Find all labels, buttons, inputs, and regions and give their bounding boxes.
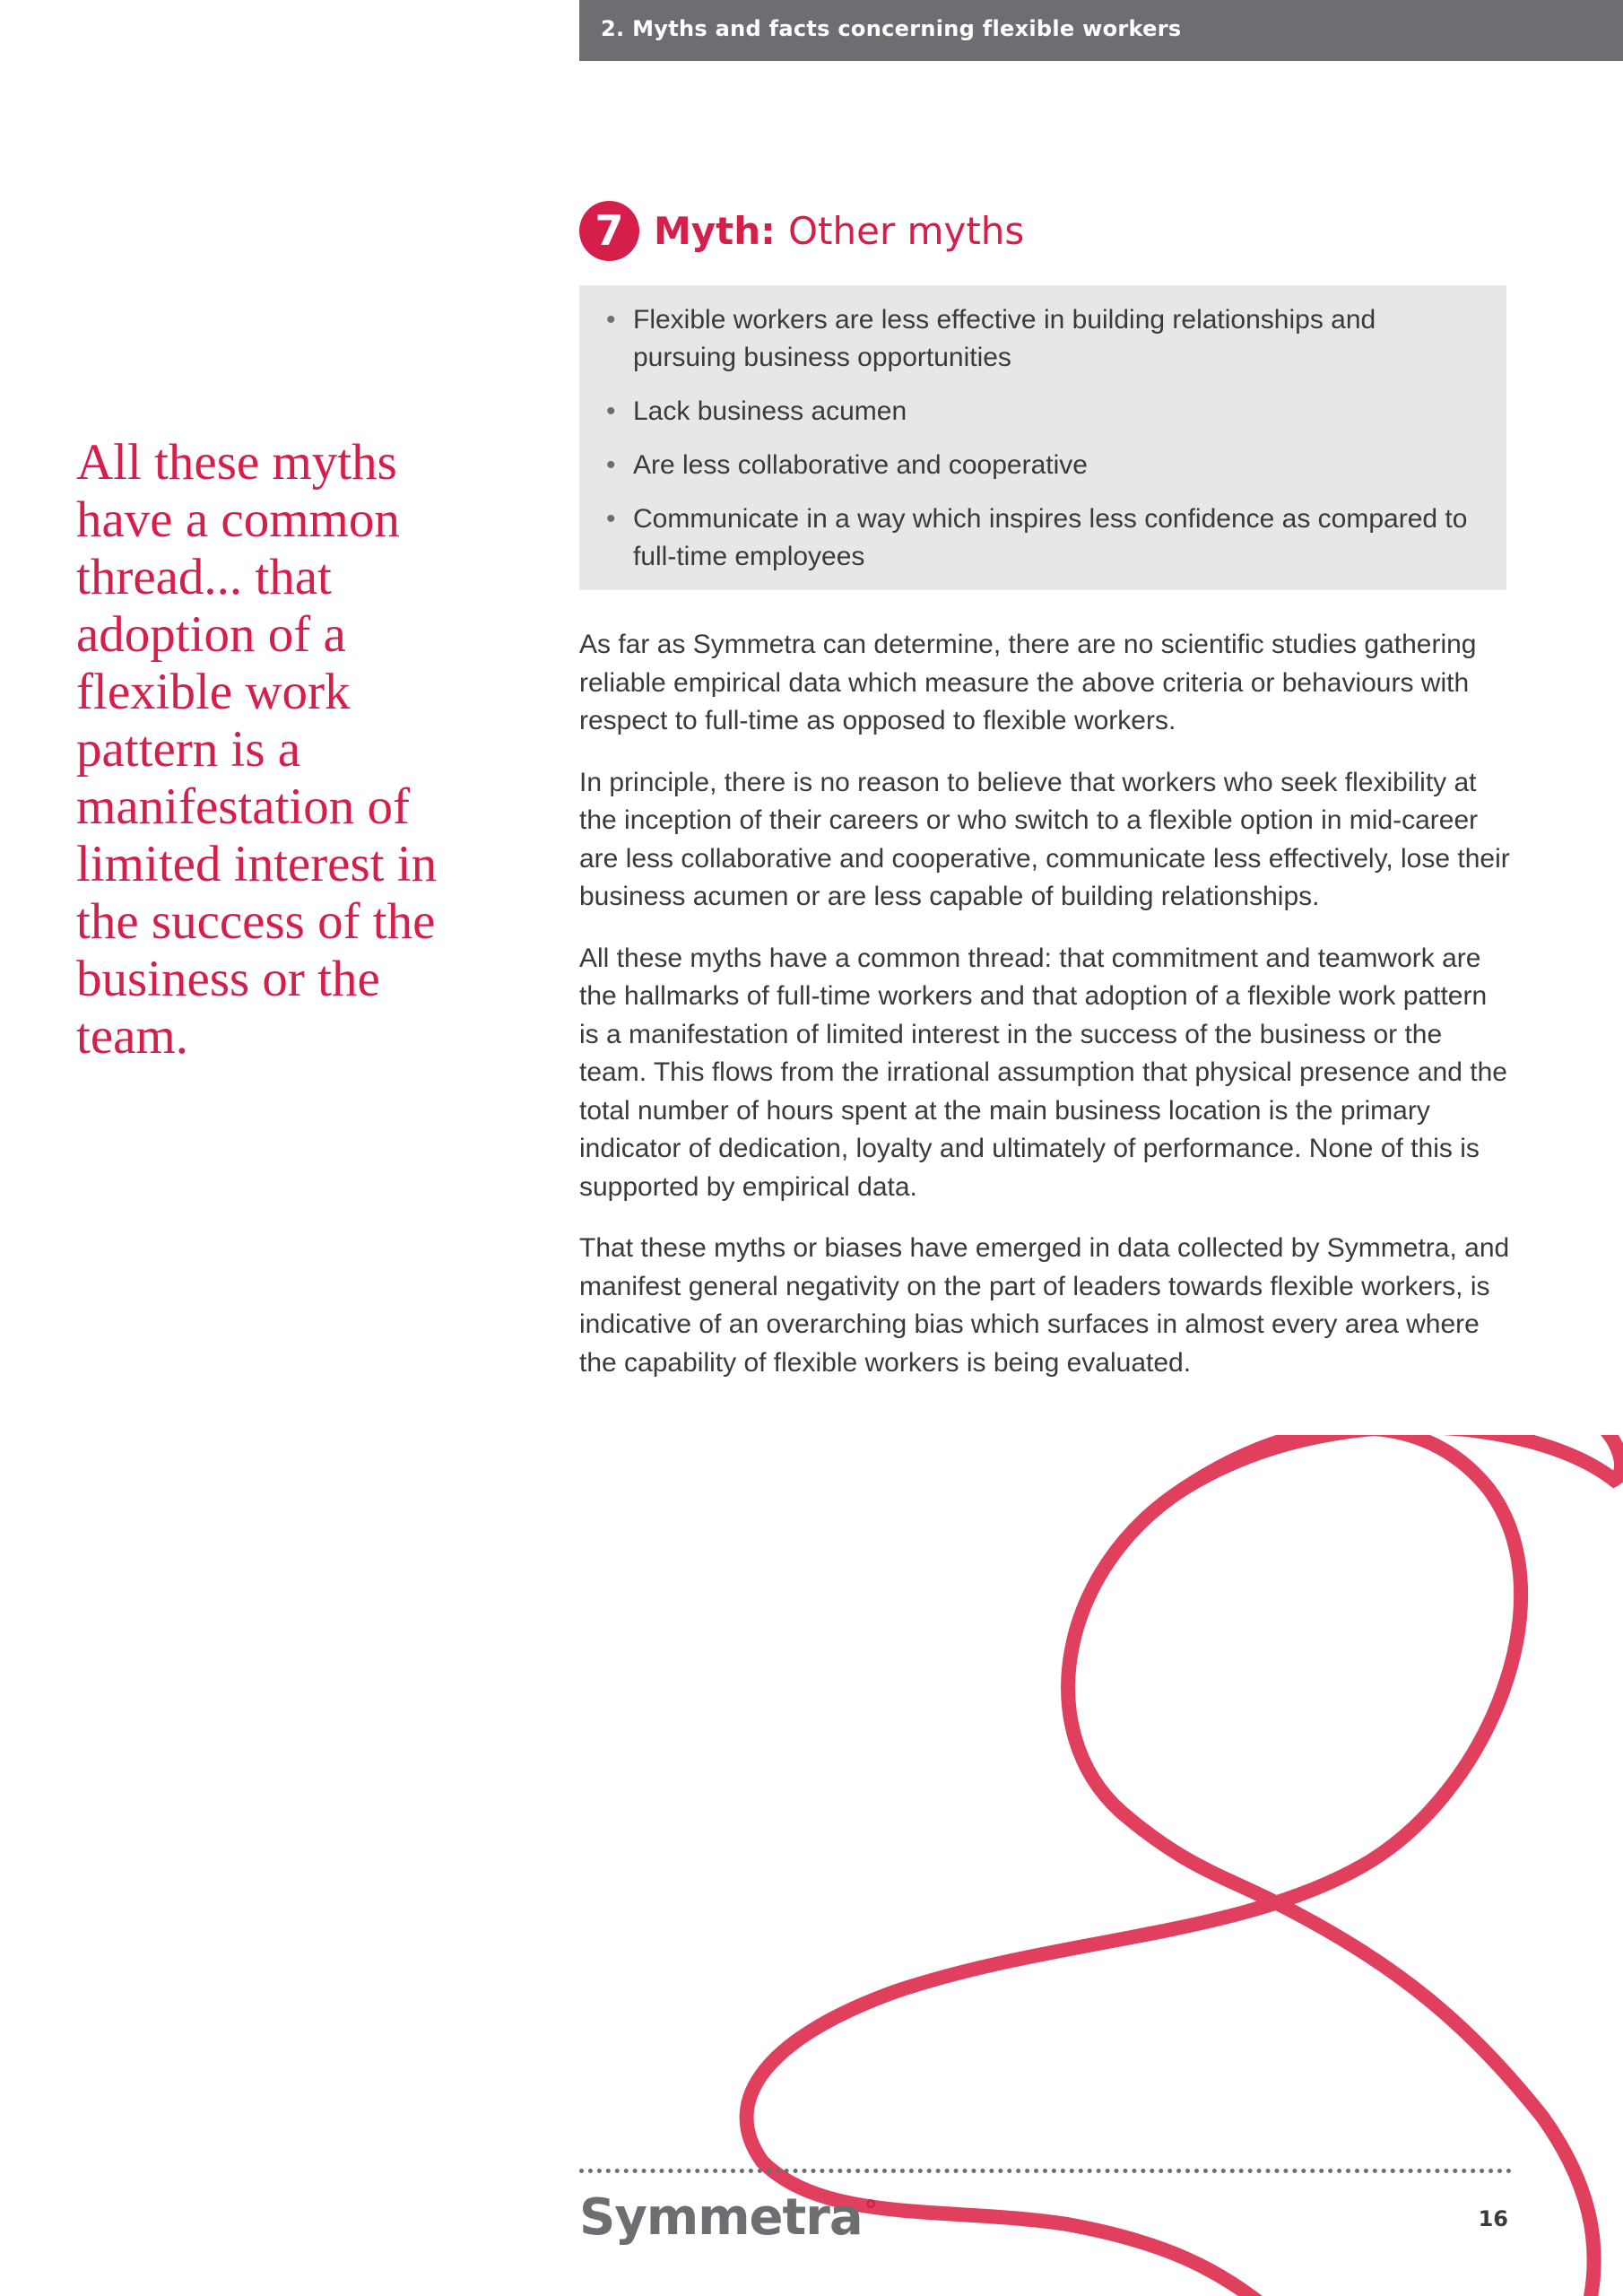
bullet-icon: • (606, 450, 616, 480)
bullet-icon: • (606, 504, 616, 534)
section-header-bar (579, 0, 1623, 61)
logo-mark: ° (864, 2196, 877, 2227)
list-item: • Communicate in a way which inspires less confidence as compared to full-time employees (604, 500, 1480, 576)
logo-text: Symmetra (579, 2188, 863, 2247)
myth-title: Other myths (787, 208, 1025, 253)
myth-list-box (579, 285, 1506, 590)
list-item: • Lack business acumen (604, 393, 1480, 430)
myth-list (604, 301, 1480, 576)
list-item: • Are less collaborative and cooperative (604, 447, 1480, 484)
bullet-icon: • (606, 305, 616, 335)
list-item: • Flexible workers are less effective in building relationships and pursuing business opportunities (604, 301, 1480, 377)
page-number: 16 (1478, 2206, 1508, 2231)
body-paragraph: That these myths or biases have emerged in data collected by Symmetra, and manifest general negativity on the part of leaders towards flexible workers, is indicative of an overarching bias which surfaces in almost every area where the capability of flexible workers is being evaluated. (579, 1233, 1510, 1378)
myth-number-badge: 7 (579, 201, 639, 261)
footer-divider (579, 2169, 1512, 2173)
symmetra-logo (579, 2188, 877, 2247)
body-paragraph: In principle, there is no reason to believe that workers who seek flexibility at the inception of their careers or who switch to a flexible option in mid-career are less collaborative and cooperative, communicate less effectively, lose their business acumen or are less capable of building relationships. (579, 767, 1510, 911)
section-title: 2. Myths and facts concerning flexible workers (601, 16, 1182, 41)
myth-label: Myth: (654, 208, 776, 253)
bullet-icon: • (606, 396, 616, 426)
rubber-band-ribbon-icon (681, 1435, 1623, 2296)
body-paragraph: All these myths have a common thread: that commitment and teamwork are the hallmarks of full-time workers and that adoption of a flexible work pattern is a manifestation of limited interest in the success of the business or the team. This flows from the irrational assumption that physical presence and the total number of hours spent at the main business location is the primary indicator of dedication, loyalty and ultimately of performance. None of this is supported by empirical data. (579, 943, 1507, 1202)
pull-quote: All these myths have a common thread... that adoption of a flexible work pattern is a manifestation of limited interest in the success of the business or the team. (76, 434, 438, 1065)
myth-heading (579, 199, 1024, 262)
body-text (579, 626, 1512, 1405)
body-paragraph: As far as Symmetra can determine, there are no scientific studies gathering reliable empirical data which measure the above criteria or behaviours with respect to full-time as opposed to flexible workers. (579, 630, 1477, 735)
